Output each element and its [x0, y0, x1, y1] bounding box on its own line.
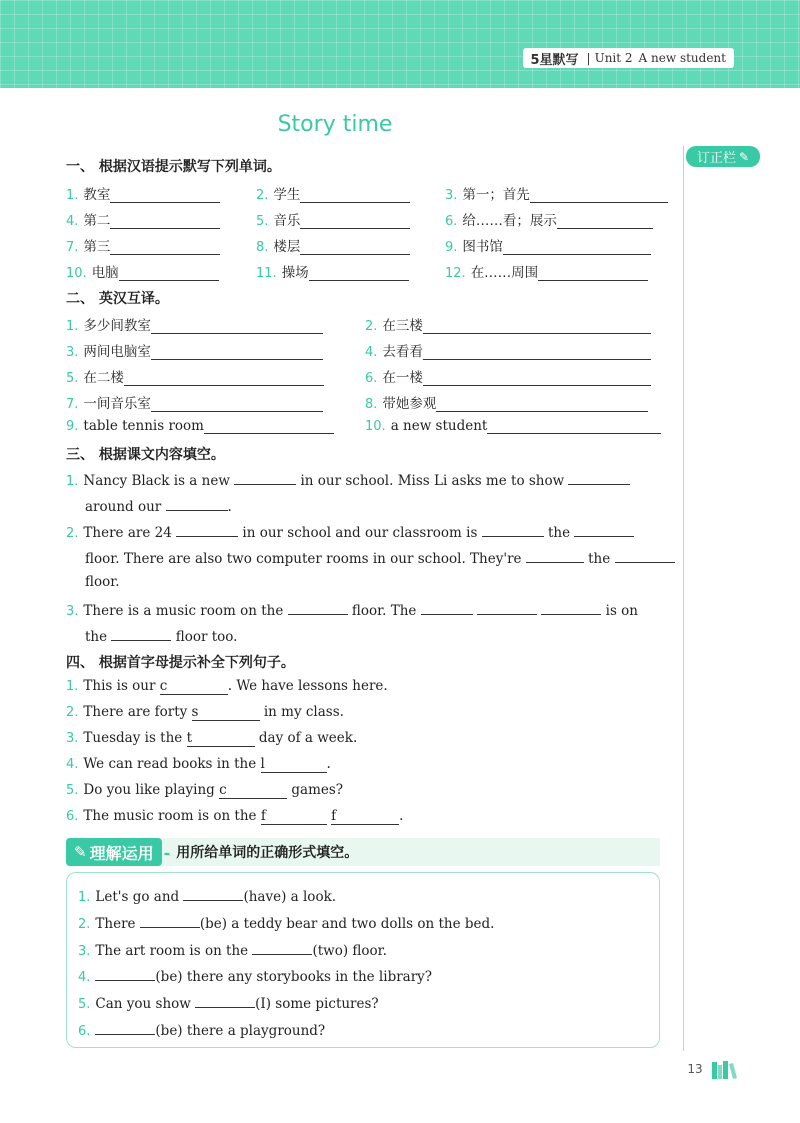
item-text: 在三楼 — [382, 318, 423, 334]
item-text: Let's go and — [95, 889, 180, 905]
item-text: 第一；首先 — [462, 187, 530, 203]
item-text: 多少间教室 — [83, 318, 151, 334]
answer-blank[interactable] — [568, 470, 630, 485]
answer-blank[interactable] — [526, 548, 584, 563]
list-item — [78, 940, 387, 960]
item-number: 6. — [78, 1024, 91, 1039]
passage-line — [85, 626, 237, 645]
list-item — [256, 209, 410, 229]
section4-title: 四、 根据首字母提示补全下列句子。 — [66, 655, 295, 671]
item-number: 9. — [445, 240, 458, 255]
answer-blank[interactable] — [110, 214, 220, 229]
answer-blank[interactable] — [615, 548, 675, 563]
unit-label: Unit 2 — [594, 51, 633, 65]
passage-line — [85, 548, 675, 567]
answer-blank[interactable] — [436, 397, 648, 412]
initial-letter-blank[interactable]: c — [219, 782, 287, 799]
item-number: 4. — [66, 214, 79, 229]
item-number: 5. — [78, 997, 91, 1012]
item-text: 第二 — [83, 213, 111, 229]
pencil-icon: ✎ — [738, 149, 750, 164]
section2-title: 二、 英汉互译。 — [66, 291, 169, 307]
list-item — [66, 235, 220, 255]
item-text: 带她参观 — [382, 396, 437, 412]
list-item — [365, 366, 651, 386]
answer-blank[interactable] — [252, 940, 312, 955]
answer-blank[interactable] — [574, 522, 634, 537]
list-item — [78, 966, 432, 986]
answer-blank[interactable] — [176, 522, 238, 537]
item-text: 图书馆 — [462, 239, 503, 255]
passage-text: in our school and our classroom is — [242, 525, 478, 541]
passage-text: is on — [605, 603, 638, 619]
item-text: Can you show — [95, 996, 191, 1012]
answer-blank[interactable] — [151, 345, 323, 360]
initial-letter-blank[interactable]: f — [261, 808, 327, 825]
passage-text: floor too. — [175, 629, 238, 645]
passage-line — [85, 496, 232, 515]
item-number: 8. — [365, 397, 378, 412]
item-text: 去看看 — [382, 344, 423, 360]
item-number: 5. — [66, 783, 79, 798]
list-item — [445, 261, 648, 281]
list-item — [365, 418, 661, 434]
list-item — [66, 678, 388, 695]
item-number: 10. — [365, 419, 386, 434]
item-text: 教室 — [83, 187, 111, 203]
list-item — [66, 209, 220, 229]
passage-text: around our — [85, 499, 162, 515]
item-text: 一间音乐室 — [83, 396, 151, 412]
item-number: 12. — [445, 266, 466, 281]
answer-blank[interactable] — [140, 913, 200, 928]
list-item — [78, 993, 379, 1013]
answer-blank[interactable] — [541, 600, 601, 615]
item-number: 4. — [78, 970, 91, 985]
item-text: in my class. — [263, 704, 344, 720]
answer-blank[interactable] — [300, 240, 410, 255]
item-number: 3. — [445, 188, 458, 203]
item-text: 音乐 — [273, 213, 301, 229]
item-number: 1. — [66, 188, 79, 203]
item-number: 6. — [445, 214, 458, 229]
answer-blank[interactable] — [288, 600, 348, 615]
item-text: This is our — [83, 678, 156, 694]
item-text: The music room is on the — [83, 808, 257, 824]
banner-instruction: 用所给单词的正确形式填空。 — [176, 845, 359, 861]
list-item — [256, 183, 410, 203]
list-item — [66, 366, 324, 386]
answer-blank[interactable] — [423, 319, 651, 334]
item-number: 7. — [66, 240, 79, 255]
list-item — [66, 704, 344, 721]
list-item — [66, 730, 357, 747]
initial-letter-blank[interactable]: s — [192, 704, 260, 721]
item-number: 7. — [66, 397, 79, 412]
item-text: 两间电脑室 — [83, 344, 151, 360]
answer-blank[interactable] — [530, 188, 668, 203]
item-text: day of a week. — [258, 730, 358, 746]
answer-blank[interactable] — [557, 214, 653, 229]
item-number: 4. — [66, 757, 79, 772]
item-text: (be) there any storybooks in the library? — [155, 969, 433, 985]
item-text: 电脑 — [91, 265, 119, 281]
list-item — [66, 261, 219, 281]
list-item — [256, 235, 410, 255]
practice-banner — [66, 838, 660, 866]
passage-text: the — [547, 525, 571, 541]
books-icon — [711, 1060, 737, 1080]
item-text: 在……周围 — [470, 265, 539, 281]
list-item — [365, 314, 651, 334]
passage-text: Nancy Black is a new — [83, 473, 230, 489]
item-number: 4. — [365, 345, 378, 360]
unit-name: A new student — [638, 51, 726, 65]
item-number: 2. — [78, 917, 91, 932]
answer-blank[interactable] — [204, 419, 334, 434]
item-number: 2. — [365, 319, 378, 334]
unit-tag — [523, 48, 735, 68]
item-text: (be) a teddy bear and two dolls on the bed. — [199, 916, 495, 932]
answer-blank[interactable] — [234, 470, 296, 485]
item-text: table tennis room — [83, 418, 204, 434]
item-number: 5. — [256, 214, 269, 229]
passage-line — [66, 522, 634, 542]
list-item — [78, 1020, 325, 1040]
item-text: 学生 — [273, 187, 301, 203]
answer-blank[interactable] — [110, 240, 220, 255]
page-title: Story time — [277, 112, 393, 137]
item-number: 11. — [256, 266, 277, 281]
item-number: 5. — [66, 371, 79, 386]
correction-tag — [686, 146, 760, 167]
answer-blank[interactable] — [95, 966, 155, 981]
item-text: There — [95, 916, 136, 932]
item-number: 1. — [78, 890, 91, 905]
list-item — [66, 418, 334, 434]
item-number: 2. — [66, 705, 79, 720]
list-item — [365, 340, 651, 360]
banner-connector: - — [163, 842, 171, 862]
initial-letter-blank[interactable]: c — [160, 678, 228, 695]
correction-column — [683, 146, 777, 1051]
answer-blank[interactable] — [423, 345, 651, 360]
separator: | — [586, 51, 591, 65]
item-text: . We have lessons here. — [227, 678, 388, 694]
item-text: games? — [291, 782, 344, 798]
banner-tag-label: 理解运用 — [89, 843, 154, 863]
item-text: . — [399, 808, 404, 824]
item-number: 8. — [256, 240, 269, 255]
passage-text: the — [85, 629, 108, 645]
answer-blank[interactable] — [487, 419, 661, 434]
item-text: (two) floor. — [312, 943, 387, 959]
list-item — [78, 886, 336, 906]
answer-blank[interactable] — [300, 188, 410, 203]
edit-icon: ✎ — [74, 843, 87, 861]
item-text: 操场 — [281, 265, 309, 281]
item-text: Do you like playing — [83, 782, 215, 798]
item-number: 3. — [66, 345, 79, 360]
initial-letter-blank[interactable]: f — [331, 808, 399, 825]
item-text: 楼层 — [273, 239, 301, 255]
passage-line: floor. — [85, 574, 120, 590]
passage-text: floor. The — [351, 603, 417, 619]
answer-blank[interactable] — [183, 886, 243, 901]
page-number: 13 — [687, 1062, 703, 1076]
passage-line — [66, 470, 630, 490]
item-number: 9. — [66, 419, 79, 434]
answer-blank[interactable] — [477, 600, 537, 615]
item-text: (have) a look. — [243, 889, 337, 905]
answer-blank[interactable] — [110, 188, 220, 203]
list-item — [78, 913, 494, 933]
list-item — [66, 782, 343, 799]
section3-title: 三、 根据课文内容填空。 — [66, 447, 225, 463]
item-number: 1. — [66, 679, 79, 694]
initial-letter-blank[interactable]: t — [187, 730, 255, 747]
item-number: 1. — [66, 474, 79, 489]
item-text: 第三 — [83, 239, 111, 255]
list-item — [66, 808, 403, 825]
brand-label: 5星默写 — [530, 52, 579, 68]
initial-letter-blank[interactable]: l — [261, 756, 327, 773]
answer-blank[interactable] — [111, 626, 171, 641]
item-number: 10. — [66, 266, 87, 281]
list-item — [66, 756, 331, 773]
passage-text: There is a music room on the — [83, 603, 284, 619]
list-item — [445, 183, 668, 203]
item-text: 在二楼 — [83, 370, 124, 386]
item-number: 6. — [365, 371, 378, 386]
item-number: 2. — [256, 188, 269, 203]
item-number: 3. — [78, 944, 91, 959]
answer-blank[interactable] — [151, 397, 323, 412]
answer-blank[interactable] — [482, 522, 544, 537]
correction-label: 订正栏 — [696, 151, 736, 166]
answer-blank[interactable] — [119, 266, 219, 281]
item-number: 3. — [66, 731, 79, 746]
item-number: 1. — [66, 319, 79, 334]
list-item — [256, 261, 409, 281]
list-item — [365, 392, 648, 412]
answer-blank[interactable] — [151, 319, 323, 334]
answer-blank[interactable] — [538, 266, 648, 281]
answer-blank[interactable] — [124, 371, 324, 386]
header-banner — [0, 0, 800, 88]
answer-blank[interactable] — [166, 496, 228, 511]
item-text: 在一楼 — [382, 370, 423, 386]
section1-title: 一、 根据汉语提示默写下列单词。 — [66, 159, 281, 175]
item-text: (I) some pictures? — [255, 996, 379, 1012]
list-item — [445, 235, 651, 255]
answer-blank[interactable] — [95, 1020, 155, 1035]
item-text: . — [326, 756, 331, 772]
banner-tag — [66, 838, 162, 866]
passage-text: in our school. Miss Li asks me to show — [300, 473, 565, 489]
answer-blank[interactable] — [423, 371, 651, 386]
answer-blank[interactable] — [309, 266, 409, 281]
list-item — [66, 314, 323, 334]
item-text: We can read books in the — [83, 756, 257, 772]
item-text: Tuesday is the — [83, 730, 183, 746]
passage-text: floor. There are also two computer rooms in our school. They're — [85, 551, 522, 567]
item-text: a new student — [390, 418, 488, 434]
answer-blank[interactable] — [421, 600, 473, 615]
answer-blank[interactable] — [195, 993, 255, 1008]
item-text: (be) there a playground? — [155, 1023, 326, 1039]
list-item — [66, 392, 323, 412]
item-number: 6. — [66, 809, 79, 824]
item-number: 2. — [66, 526, 79, 541]
item-text: The art room is on the — [95, 943, 249, 959]
item-number: 3. — [66, 604, 79, 619]
item-text: There are forty — [83, 704, 188, 720]
passage-text: There are 24 — [83, 525, 172, 541]
answer-blank[interactable] — [503, 240, 651, 255]
item-text: 给……看；展示 — [462, 213, 557, 229]
passage-text: the — [588, 551, 611, 567]
answer-blank[interactable] — [300, 214, 410, 229]
list-item — [66, 183, 220, 203]
passage-line — [66, 600, 638, 620]
list-item — [445, 209, 653, 229]
list-item — [66, 340, 323, 360]
passage-text: . — [227, 499, 232, 515]
